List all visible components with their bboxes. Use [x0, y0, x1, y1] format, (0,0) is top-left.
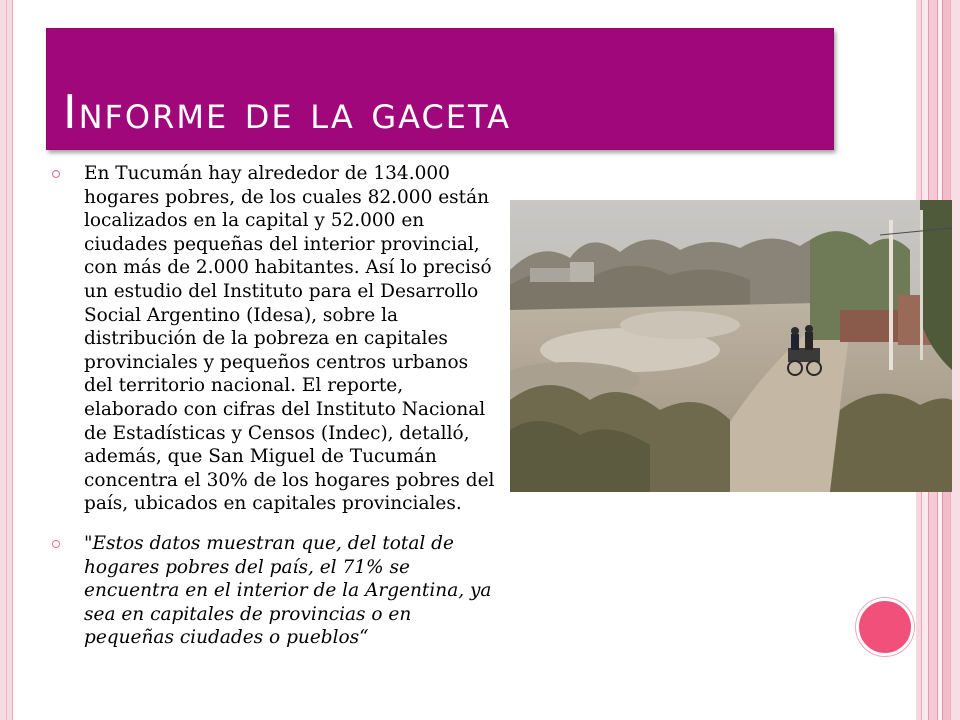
slide-title: Informe de la gaceta: [63, 85, 511, 139]
quote-bullet-item: [46, 532, 496, 650]
landscape-photo: [510, 200, 952, 492]
bullet-icon: [52, 540, 60, 548]
bullet-text: En Tucumán hay alrededor de 134.000 hogares pobres, de los cuales 82.000 están localizados en la capital y 52.000 en ciudades pequeñas del interior provincial, con más de 2.000 habitantes. Así lo precisó un estudio del Instituto para el Desarrollo Social Argentino (Idesa), sobre la distribución de la pobreza en capitales provinciales y pequeños centros urbanos del territorio nacional. El reporte, elaborado con cifras del Instituto Nacional de Estadísticas y Censos (Indec), detalló, además, que San Miguel de Tucumán concentra el 30% de los hogares pobres del país, ubicados en capitales provinciales.: [84, 163, 495, 515]
title-bar: [46, 28, 834, 150]
slide-body: [46, 162, 496, 666]
pink-circle-decoration: [856, 598, 914, 656]
bullet-icon: [52, 170, 60, 178]
bullet-item: [46, 162, 496, 516]
left-frame-decoration: [0, 0, 13, 720]
quote-text: "Estos datos muestran que, del total de hogares pobres del país, el 71% se encuentra en el interior de la Argentina, ya sea en capitales de provincias o en pequeñas ciudades o pueblos“: [84, 532, 492, 649]
